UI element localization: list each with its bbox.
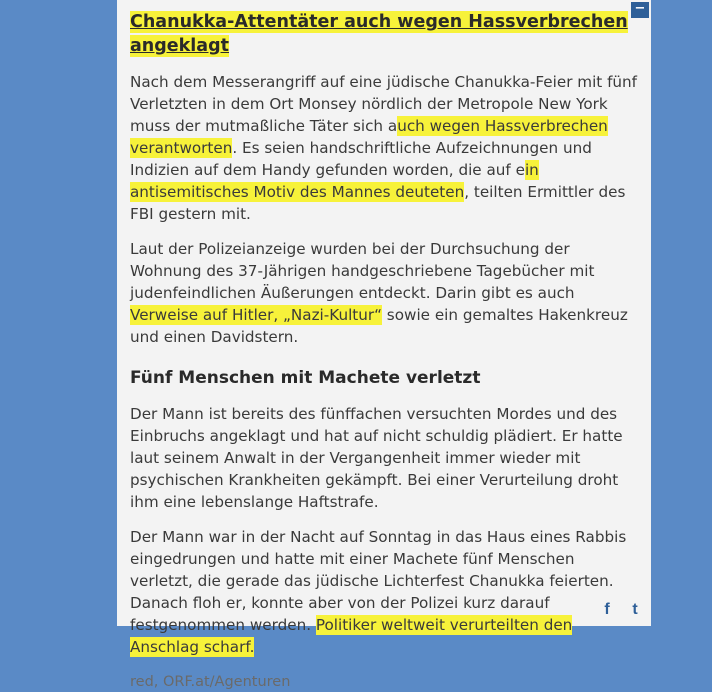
highlight: in antisemitisches Motiv des Mannes deuteten bbox=[130, 161, 539, 201]
article-content bbox=[130, 10, 638, 692]
source-credit: red, ORF.at/Agenturen bbox=[130, 674, 291, 690]
headline: Chanukka-Attentäter auch wegen Hassverbrechen angeklagt bbox=[130, 12, 628, 56]
collapse-button[interactable]: − bbox=[631, 2, 649, 18]
facebook-icon[interactable]: f bbox=[604, 601, 610, 618]
twitter-icon[interactable]: t bbox=[632, 601, 638, 618]
highlight: Verweise auf Hitler, „Nazi-Kultur“ bbox=[130, 306, 382, 324]
highlight: uch wegen Hassverbrechen verantworten bbox=[130, 117, 608, 157]
article-panel bbox=[117, 0, 651, 690]
share-buttons bbox=[597, 600, 645, 620]
paragraph-3: Der Mann ist bereits des fünffachen versuchten Mordes und des Einbruchs angeklagt und hat auf nicht schuldig plädiert. Er hatte laut seinem Anwalt in der Vergangenheit immer wieder mit psychischen Krankheiten gekämpft. Bei einer Verurteilung droht ihm eine lebenslange Haftstrafe. bbox=[130, 405, 623, 511]
paragraph-4: Der Mann war in der Nacht auf Sonntag in das Haus eines Rabbis eingedrungen und hatte mit einer Machete fünf Menschen verletzt, die gerade das jüdische Lichterfest Chanukka feierten. Danach floh er, konnte aber von der Polizei kurz darauf festgenommen werden. Politiker weltweit verurteilten den Anschlag scharf. bbox=[130, 528, 627, 656]
subheading: Fünf Menschen mit Machete verletzt bbox=[130, 368, 481, 388]
highlight: Politiker weltweit verurteilten den Anschlag scharf. bbox=[130, 616, 573, 656]
paragraph-2: Laut der Polizeianzeige wurden bei der Durchsuchung der Wohnung des 37-Jährigen handgeschriebene Tagebücher mit judenfeindlichen Äußerungen entdeckt. Darin gibt es auch Verweise auf Hitler, „Nazi-Kultur“ sowie ein gemaltes Hakenkreuz und einen Davidstern. bbox=[130, 240, 628, 346]
paragraph-1: Nach dem Messerangriff auf eine jüdische Chanukka-Feier mit fünf Verletzten in dem Ort Monsey nördlich der Metropole New York muss der mutmaßliche Täter sich auch wegen Hassverbrechen verantworten. Es seien handschriftliche Aufzeichnungen und Indizien auf dem Handy gefunden worden, die auf ein antisemitisches Motiv des Mannes deuteten, teilten Ermittler des FBI gestern mit. bbox=[130, 73, 638, 223]
